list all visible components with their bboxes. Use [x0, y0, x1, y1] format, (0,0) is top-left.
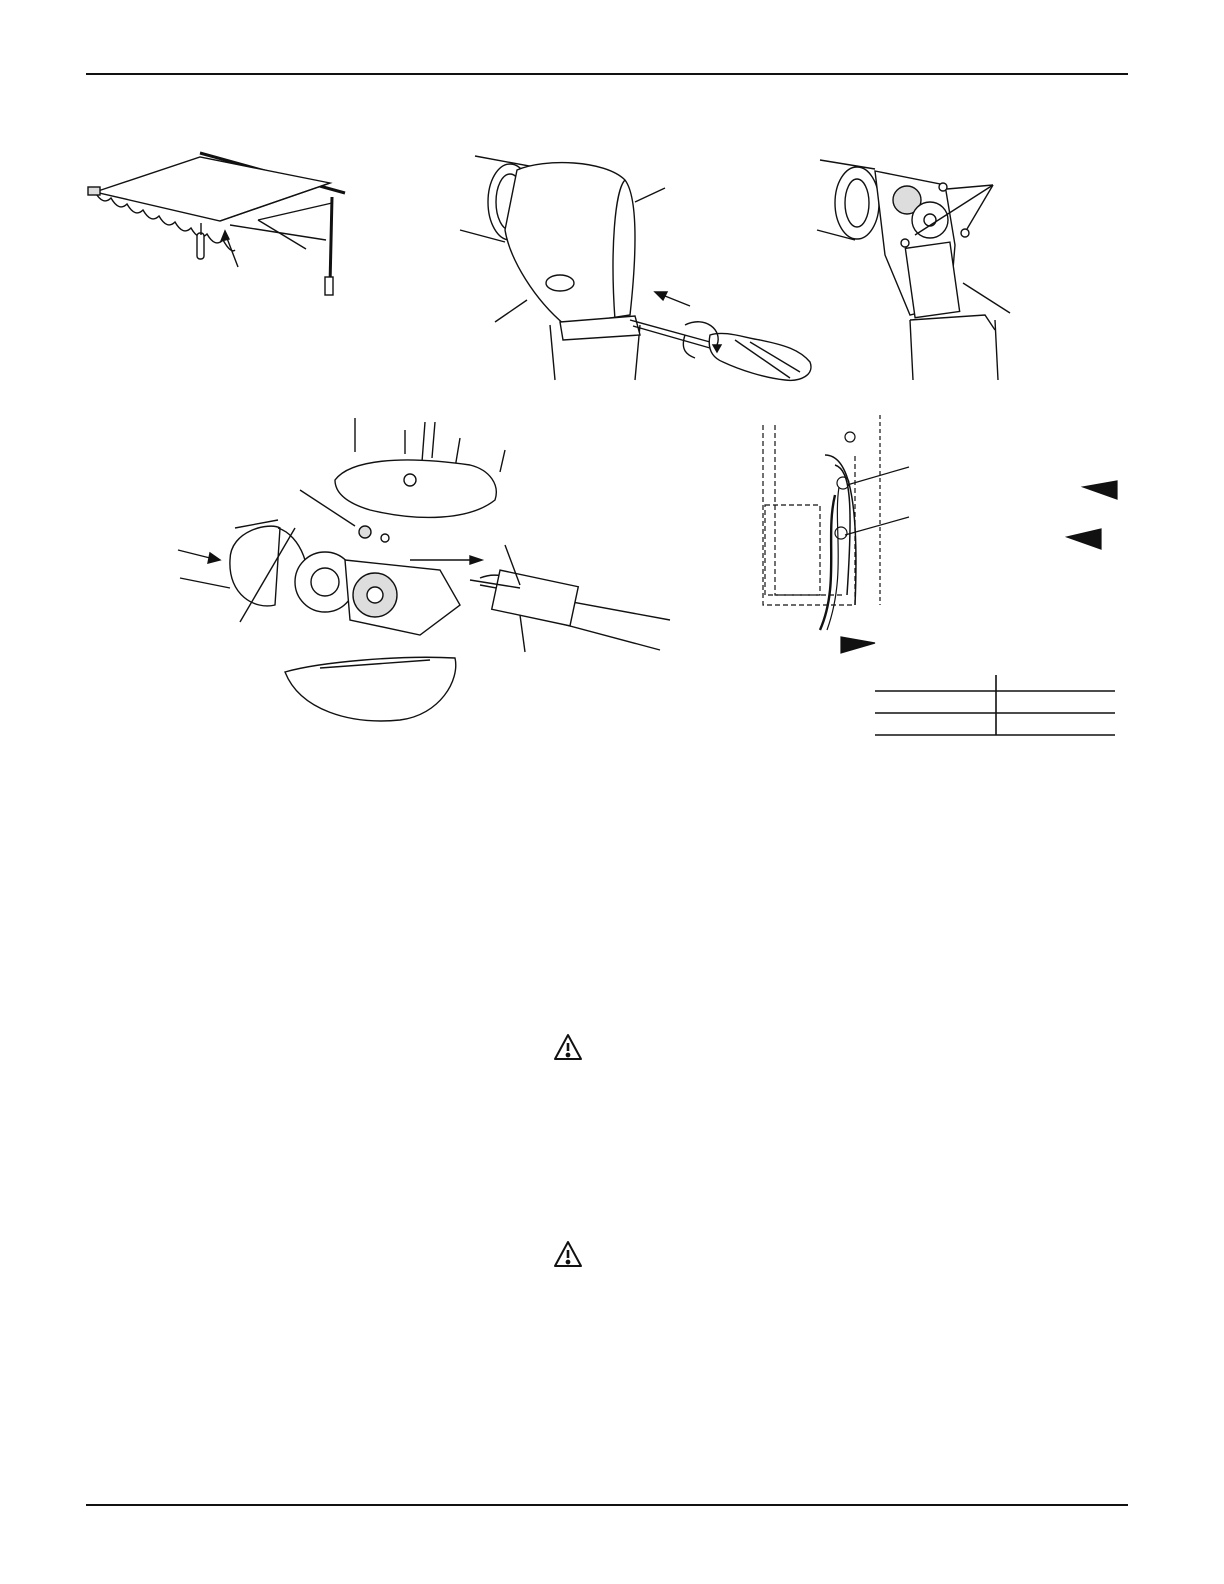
wiring-diagram-figure — [755, 415, 1125, 660]
awning-overview-figure — [80, 145, 360, 305]
header-rule — [86, 73, 1128, 75]
warning-triangle-icon — [553, 1033, 583, 1061]
warning-triangle-icon — [553, 1240, 583, 1268]
cover-removal-figure — [455, 150, 835, 385]
motor-mounting-figure — [815, 155, 1015, 380]
motor-exploded-view-figure — [170, 410, 670, 730]
wiring-table — [875, 675, 1115, 735]
footer-rule — [86, 1504, 1128, 1506]
